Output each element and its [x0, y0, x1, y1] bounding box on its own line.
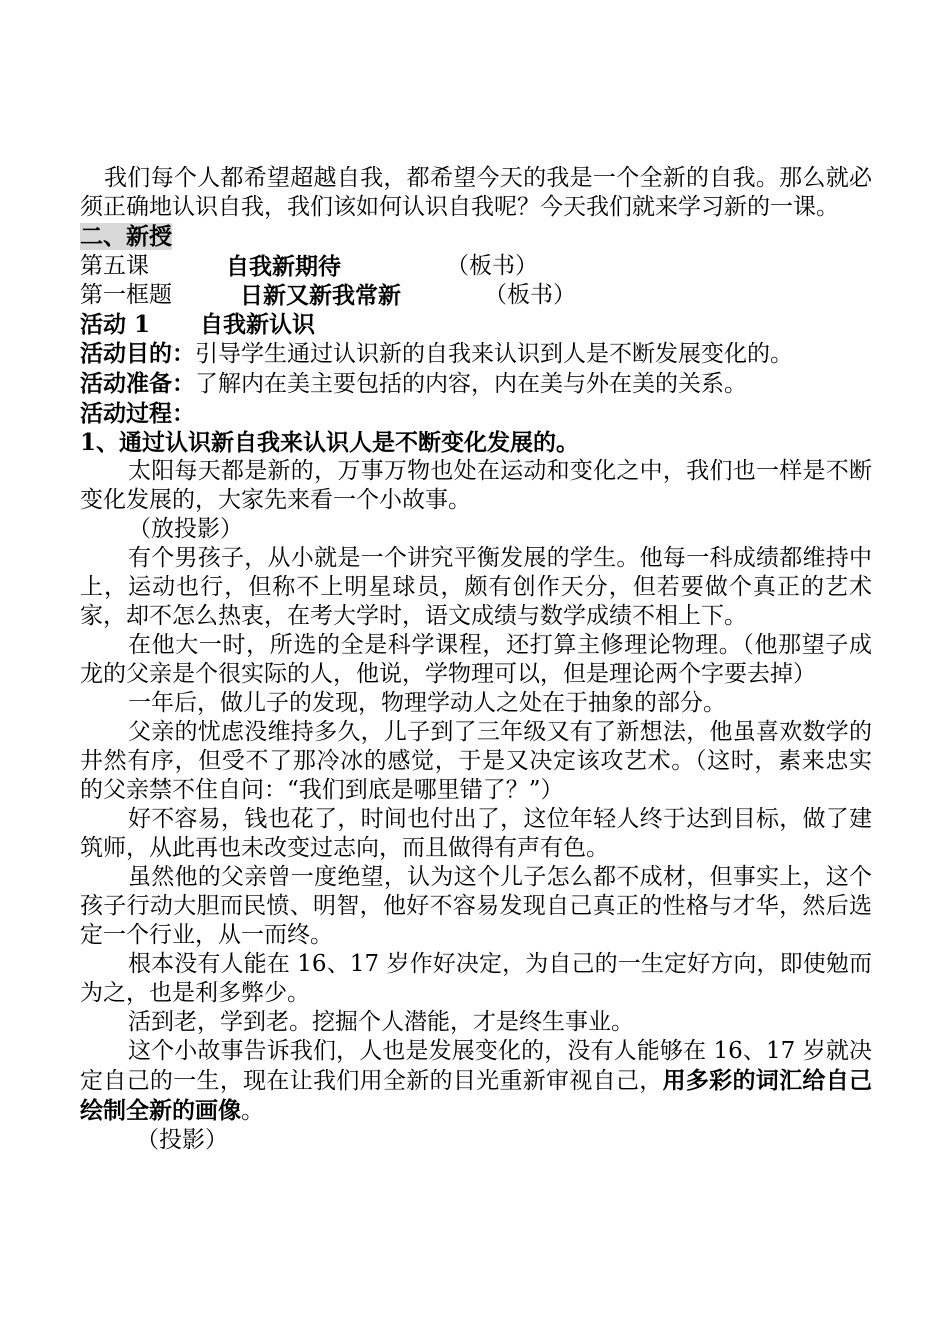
purpose-line	[80, 339, 872, 369]
story-paragraph-2: 在他大一时，所选的全是科学课程，还打算主修理论物理。（他那望子成龙的父亲是个很实际的人，他说，学物理可以，但是理论两个字要去掉）	[80, 632, 872, 687]
conclusion-paragraph	[80, 1037, 872, 1126]
lesson-title: 自我新期待	[226, 253, 341, 280]
frame-note: （板书）	[484, 282, 576, 308]
story-paragraph-7: 根本没有人能在 16、17 岁作好决定，为自己的一生定好方向，即使勉而为之，也是利多弊少。	[80, 951, 872, 1006]
story-paragraph-4: 父亲的忧虑没维持多久，儿子到了三年级又有了新想法，他虽喜欢数学的井然有序，但受不了那冷冰的感觉，于是又决定该攻艺术。（这时，素来忠实的父亲禁不住自问：“我们到底是哪里错了？”）	[80, 719, 872, 803]
intro-paragraph: 我们每个人都希望超越自我，都希望今天的我是一个全新的自我。那么就必须正确地认识自我，我们该如何认识自我呢？今天我们就来学习新的一课。	[80, 165, 872, 220]
activity-label: 活动 1	[80, 311, 151, 338]
story-paragraph-3: 一年后，做儿子的发现，物理学动人之处在于抽象的部分。	[128, 690, 726, 716]
section-heading-text: 二、新授	[80, 223, 172, 250]
prep-label: 活动准备：	[80, 370, 195, 397]
prep-line	[80, 369, 872, 399]
lesson-label: 第五课	[80, 253, 149, 279]
purpose-label: 活动目的：	[80, 340, 195, 367]
section-heading	[80, 222, 872, 252]
lesson-line	[80, 252, 872, 281]
process-label: 活动过程：	[80, 400, 195, 427]
projection-note-2: （投影）	[136, 1127, 228, 1153]
story-paragraph-8: 活到老，学到老。挖掘个人潜能，才是终生事业。	[128, 1009, 634, 1035]
story-paragraph-1: 有个男孩子，从小就是一个讲究平衡发展的学生。他每一科成绩都维持中上，运动也行，但称不上明星球员，颇有创作天分，但若要做个真正的艺术家，却不怎么热衷，在考大学时，语文成绩与数学成绩不相上下。	[80, 545, 872, 629]
lesson-note: （板书）	[446, 253, 538, 279]
document-body	[80, 164, 872, 1155]
point-1-heading: 1、通过认识新自我来认识人是不断变化发展的。	[80, 429, 580, 456]
conclusion-emphasis: 用多彩的词汇给自己绘制全新的画像	[80, 1067, 873, 1124]
purpose-text: 引导学生通过认识新的自我来认识到人是不断发展变化的。	[195, 341, 793, 367]
frame-title: 日新又新我常新	[240, 282, 401, 309]
frame-label: 第一框题	[80, 282, 172, 308]
activity-title: 自我新认识	[200, 311, 315, 338]
projection-note-1: （放投影）	[128, 516, 243, 542]
story-paragraph-6: 虽然他的父亲曾一度绝望，认为这个儿子怎么都不成材，但事实上，这个孩子行动大胆而民愤、明智，他好不容易发现自己真正的性格与才华，然后选定一个行业，从一而终。	[80, 864, 872, 948]
conclusion-text: 这个小故事告诉我们，人也是发展变化的，没有人能够在 16、17 岁就决定自己的一生，现在让我们用全新的目光重新审视自己，	[80, 1038, 872, 1094]
prep-text: 了解内在美主要包括的内容，内在美与外在美的关系。	[195, 371, 747, 397]
frame-line	[80, 281, 872, 310]
conclusion-end: 。	[241, 1098, 264, 1124]
activity-line	[80, 310, 872, 339]
story-paragraph-5: 好不容易，钱也花了，时间也付出了，这位年轻人终于达到目标，做了建筑师，从此再也未改变过志向，而且做得有声有色。	[80, 806, 872, 861]
sun-paragraph: 太阳每天都是新的，万事万物也处在运动和变化之中，我们也一样是不断变化发展的，大家先来看一个小故事。	[80, 458, 872, 513]
